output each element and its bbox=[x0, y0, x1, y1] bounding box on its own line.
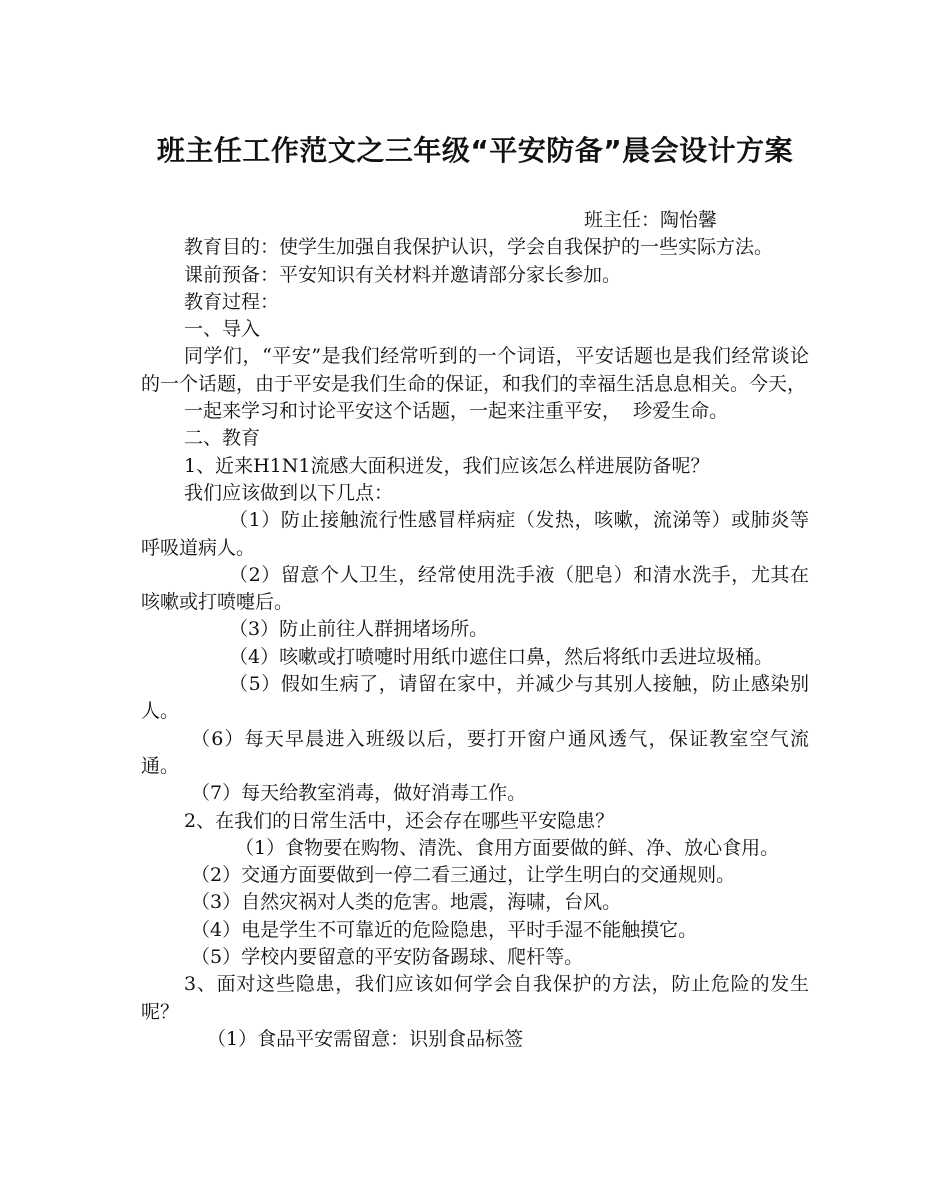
paragraph-process-heading: 教育过程： bbox=[184, 290, 280, 313]
list-item: （1）防止接触流行性感冒样病症（发热，咳嗽，流涕等）或肺炎等呼吸道病人。 bbox=[141, 509, 809, 559]
list-item: （1）食品平安需留意：识别食品标签 bbox=[207, 1027, 524, 1050]
list-item: （4）咳嗽或打喷嚏时用纸巾遮住口鼻，然后将纸巾丢进垃圾桶。 bbox=[229, 645, 774, 668]
document-title: 班主任工作范文之三年级“平安防备”晨会设计方案 bbox=[156, 134, 794, 167]
paragraph-purpose: 教育目的：使学生加强自我保护认识，学会自我保护的一些实际方法。 bbox=[184, 236, 774, 259]
paragraph-preparation: 课前预备：平安知识有关材料并邀请部分家长参加。 bbox=[184, 263, 622, 286]
author-line: 班主任：陶怡馨 bbox=[584, 209, 718, 231]
question-3: 3、面对这些隐患，我们应该如何学会自我保护的方法，防止危险的发生呢？ bbox=[141, 973, 809, 1023]
paragraph-intro: 同学们，“平安”是我们经常听到的一个词语，平安话题也是我们经常谈论的一个话题，由于平安是我们生命的保证，和我们的幸福生活息息相关。今天， bbox=[141, 345, 809, 395]
question-1: 1、近来H1N1流感大面积迸发，我们应该怎么样进展防备呢？ bbox=[184, 454, 710, 477]
list-item: （3）自然灾祸对人类的危害。地震，海啸，台风。 bbox=[191, 891, 622, 914]
section-heading-education: 二、教育 bbox=[184, 427, 261, 450]
list-item: （3）防止前往人群拥堵场所。 bbox=[229, 618, 489, 641]
list-item: （5）学校内要留意的平安防备踢球、爬杆等。 bbox=[191, 946, 584, 969]
paragraph-intro-continued: 一起来学习和讨论平安这个话题，一起来注重平安， 珍爱生命。 bbox=[184, 400, 729, 423]
section-heading-intro: 一、导入 bbox=[184, 318, 261, 341]
list-item: （4）电是学生不可靠近的危险隐患，平时手湿不能触摸它。 bbox=[191, 918, 698, 941]
list-item: （5）假如生病了，请留在家中，并减少与其别人接触，防止感染别人。 bbox=[141, 673, 809, 723]
list-item: （6）每天早晨进入班级以后，要打开窗户通风透气，保证教室空气流通。 bbox=[141, 727, 809, 777]
list-item: （2）交通方面要做到一停二看三通过，让学生明白的交通规则。 bbox=[191, 864, 736, 887]
list-item: （1）食物要在购物、清洗、食用方面要做的鲜、净、放心食用。 bbox=[235, 836, 780, 859]
document-body bbox=[141, 207, 809, 1053]
paragraph-points-intro: 我们应该做到以下几点： bbox=[184, 481, 394, 504]
question-2: 2、在我们的日常生活中，还会存在哪些平安隐患？ bbox=[184, 809, 615, 832]
list-item: （2）留意个人卫生，经常使用洗手液（肥皂）和清水洗手，尤其在咳嗽或打喷嚏后。 bbox=[141, 563, 809, 614]
list-item: （7）每天给教室消毒，做好消毒工作。 bbox=[191, 782, 527, 805]
